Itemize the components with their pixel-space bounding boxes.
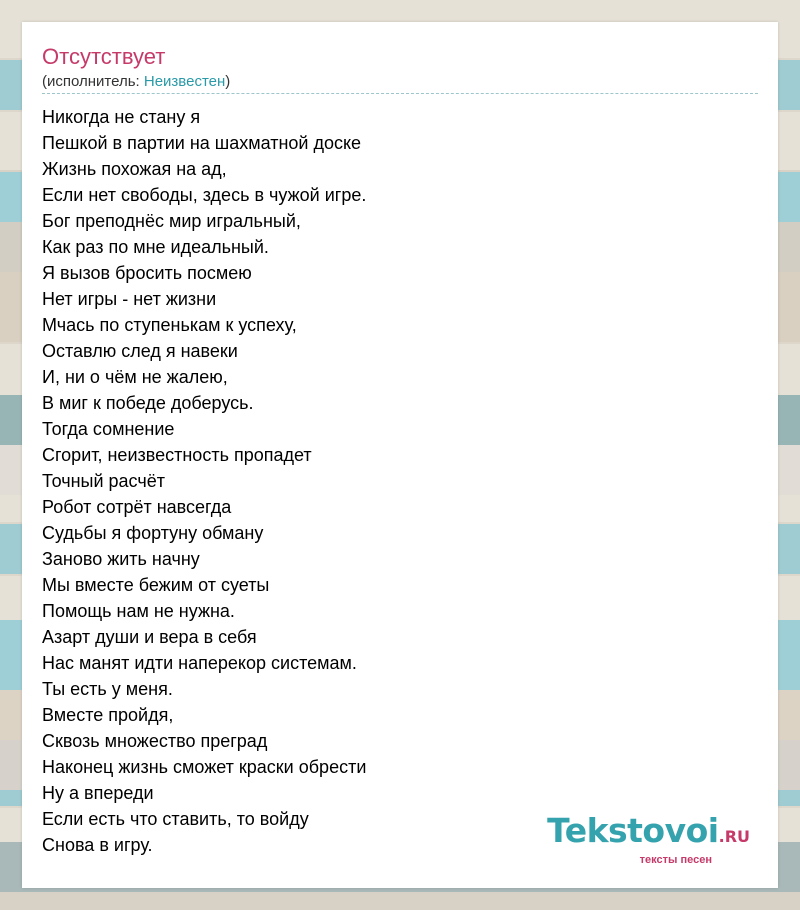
lyric-line: Тогда сомнение	[42, 419, 175, 439]
lyric-line: Я вызов бросить посмею	[42, 263, 252, 283]
lyric-line: Как раз по мне идеальный.	[42, 237, 269, 257]
lyric-line: Робот сотрёт навсегда	[42, 497, 232, 517]
lyric-line: Мы вместе бежим от суеты	[42, 575, 270, 595]
lyric-line: Снова в игру.	[42, 835, 153, 855]
lyrics-card	[22, 22, 778, 888]
lyric-line: Заново жить начну	[42, 549, 200, 569]
lyric-line: Бог преподнёс мир игральный,	[42, 211, 301, 231]
logo-tld: .RU	[718, 827, 750, 846]
lyric-line: Вместе пройдя,	[42, 705, 174, 725]
lyric-line: В миг к победе доберусь.	[42, 393, 254, 413]
lyric-line: Если нет свободы, здесь в чужой игре.	[42, 185, 367, 205]
lyric-line: Азарт души и вера в себя	[42, 627, 257, 647]
lyric-line: Нет игры - нет жизни	[42, 289, 217, 309]
title-divider	[42, 93, 758, 94]
song-title: Отсутствует	[42, 44, 166, 69]
lyric-line: Жизнь похожая на ад,	[42, 159, 227, 179]
artist-prefix: (исполнитель:	[42, 73, 144, 90]
lyric-line: И, ни о чём не жалею,	[42, 367, 228, 387]
lyric-line: Оставлю след я навеки	[42, 341, 238, 361]
lyric-line: Точный расчёт	[42, 471, 165, 491]
lyric-line: Сквозь множество преград	[42, 731, 268, 751]
lyric-line: Сгорит, неизвестность пропадет	[42, 445, 312, 465]
lyric-line: Никогда не стану я	[42, 107, 201, 127]
lyrics-text	[42, 104, 758, 858]
lyric-line: Помощь нам не нужна.	[42, 601, 235, 621]
lyric-line: Ну а впереди	[42, 783, 154, 803]
artist-line	[42, 72, 230, 92]
lyric-line: Наконец жизнь сможет краски обрести	[42, 757, 367, 777]
logo-wordmark	[547, 811, 750, 854]
lyric-line: Если есть что ставить, то войду	[42, 809, 309, 829]
lyric-line: Мчась по ступенькам к успеху,	[42, 315, 297, 335]
logo-tagline: тексты песен	[639, 854, 712, 866]
artist-link[interactable]: Неизвестен	[143, 73, 226, 90]
lyric-line: Нас манят идти наперекор системам.	[42, 653, 357, 673]
logo-name: Tekstovoi	[547, 811, 719, 850]
lyric-line: Пешкой в партии на шахматной доске	[42, 133, 362, 153]
artist-suffix: )	[225, 73, 231, 90]
lyric-line: Ты есть у меня.	[42, 679, 173, 699]
site-logo[interactable]	[547, 811, 750, 866]
lyric-line: Судьбы я фортуну обману	[42, 523, 264, 543]
